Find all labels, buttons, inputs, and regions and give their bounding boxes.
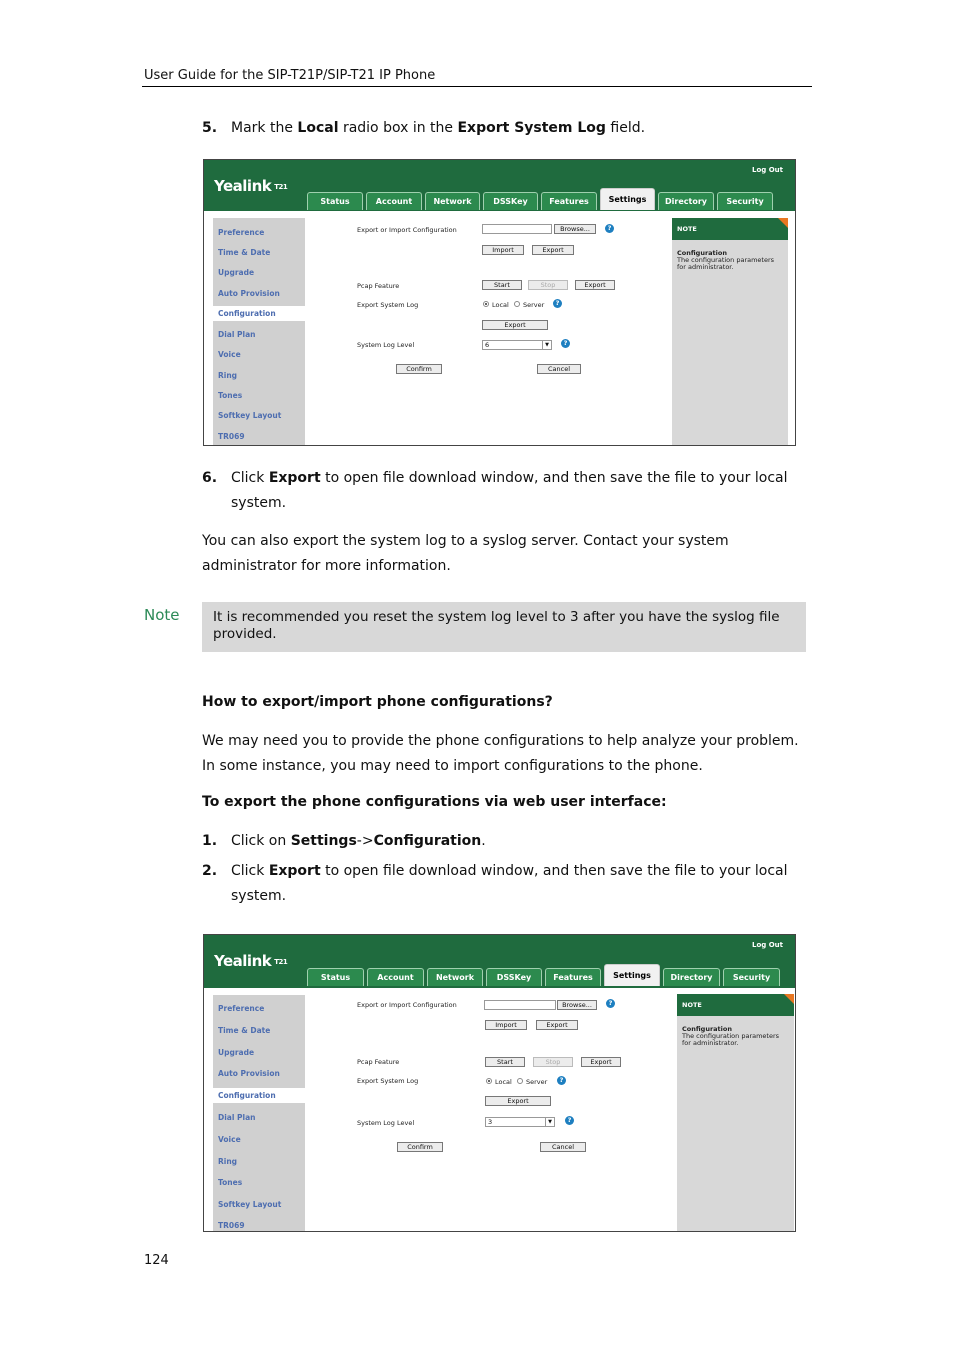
browse-button[interactable]: Browse... <box>557 1000 597 1010</box>
tab-security[interactable]: Security <box>717 192 773 210</box>
note-body <box>682 1026 790 1047</box>
syslog-paragraph: You can also export the system log to a syslog server. Contact your system administrator for more information. <box>202 533 729 574</box>
import-button[interactable]: Import <box>485 1020 527 1030</box>
pcap-stop-button[interactable]: Stop <box>528 280 568 290</box>
step-text: to open file download window, and then save the file to your local system. <box>231 470 788 511</box>
sidebar-item-ring[interactable]: Ring <box>218 1157 238 1166</box>
sidebar-item-auto-provision[interactable]: Auto Provision <box>218 289 280 298</box>
sidebar-item-preference[interactable]: Preference <box>218 228 265 237</box>
note-panel <box>677 994 794 1231</box>
local-radio[interactable] <box>483 301 489 307</box>
cancel-button[interactable]: Cancel <box>540 1142 586 1152</box>
server-radio[interactable] <box>517 1078 523 1084</box>
export-log-button[interactable]: Export <box>482 320 548 330</box>
step-5 <box>202 116 814 141</box>
confirm-button[interactable]: Confirm <box>396 364 442 374</box>
help-icon[interactable]: ? <box>606 999 615 1008</box>
note-box: It is recommended you reset the system log level to 3 after you have the syslog file provided. <box>202 602 806 652</box>
file-path-field[interactable] <box>484 1000 556 1010</box>
help-icon[interactable]: ? <box>565 1116 574 1125</box>
note-panel <box>672 218 788 445</box>
import-button[interactable]: Import <box>482 245 524 255</box>
page-number: 124 <box>144 1253 169 1268</box>
note-body <box>677 250 785 271</box>
step-bold-local: Local <box>297 120 339 136</box>
sidebar-item-preference[interactable]: Preference <box>218 1004 265 1013</box>
log-level-value: 3 <box>488 1118 493 1126</box>
logo-model: T21 <box>274 957 288 966</box>
pcap-export-button[interactable]: Export <box>581 1057 621 1067</box>
step-text: . <box>481 833 486 849</box>
help-icon[interactable]: ? <box>561 339 570 348</box>
step-number: 1. <box>202 833 218 849</box>
system-log-level-label: System Log Level <box>357 1119 415 1127</box>
note-label: Note <box>144 606 180 624</box>
sidebar-item-upgrade[interactable]: Upgrade <box>218 1048 255 1057</box>
sidebar-item-dial-plan[interactable]: Dial Plan <box>218 330 256 339</box>
tab-network[interactable]: Network <box>425 192 480 210</box>
sidebar-item-tones[interactable]: Tones <box>218 1178 243 1187</box>
sidebar-item-configuration[interactable]: Configuration <box>218 1091 276 1100</box>
step-6 <box>202 466 814 516</box>
browse-button[interactable]: Browse... <box>554 224 596 234</box>
export-system-log-label: Export System Log <box>357 301 419 309</box>
tab-settings[interactable]: Settings <box>600 188 655 210</box>
step-text: Mark the <box>231 120 298 136</box>
step-text: field. <box>605 120 646 136</box>
help-icon[interactable]: ? <box>605 224 614 233</box>
web-ui-screenshot-2 <box>203 934 796 1232</box>
step-text: Click on <box>231 833 291 849</box>
step-number: 6. <box>202 470 218 486</box>
confirm-button[interactable]: Confirm <box>397 1142 443 1152</box>
local-radio-label: Local <box>495 1078 512 1086</box>
sidebar-item-auto-provision[interactable]: Auto Provision <box>218 1069 280 1078</box>
sidebar-item-tr069[interactable]: TR069 <box>218 432 245 441</box>
tab-account[interactable]: Account <box>366 192 422 210</box>
file-path-field[interactable] <box>482 224 552 234</box>
sidebar-item-tr069[interactable]: TR069 <box>218 1221 245 1230</box>
logout-link[interactable]: Log Out <box>752 166 783 174</box>
section-heading: How to export/import phone configurations? <box>202 694 553 710</box>
sidebar-item-softkey-layout[interactable]: Softkey Layout <box>218 1200 282 1209</box>
tab-status[interactable]: Status <box>307 968 364 986</box>
yealink-logo <box>214 952 287 970</box>
web-ui-screenshot-1 <box>203 159 796 446</box>
tab-directory[interactable]: Directory <box>658 192 714 210</box>
sidebar-item-dial-plan[interactable]: Dial Plan <box>218 1113 256 1122</box>
chevron-down-icon[interactable]: ▼ <box>545 1118 554 1126</box>
pcap-start-button[interactable]: Start <box>482 280 522 290</box>
sidebar-item-tones[interactable]: Tones <box>218 391 243 400</box>
log-level-select[interactable] <box>485 1117 555 1127</box>
step-number: 2. <box>202 863 218 879</box>
logo-model: T21 <box>274 182 288 191</box>
logo-text: Yealink <box>214 952 272 970</box>
pcap-start-button[interactable]: Start <box>485 1057 525 1067</box>
note-corner <box>784 994 794 1004</box>
local-radio-label: Local <box>492 301 509 309</box>
sidebar-item-voice[interactable]: Voice <box>218 350 241 359</box>
tab-security[interactable]: Security <box>723 968 780 986</box>
tab-features[interactable]: Features <box>541 192 597 210</box>
note-text: The configuration parameters for administrator. <box>677 256 775 271</box>
tab-dsskey[interactable]: DSSKey <box>486 968 542 986</box>
local-radio[interactable] <box>486 1078 492 1084</box>
step-bold-export: Export <box>268 470 321 486</box>
log-level-value: 6 <box>485 341 490 349</box>
note-title: NOTE <box>677 994 794 1016</box>
nav-tabs <box>307 192 776 210</box>
config-paragraph: We may need you to provide the phone configurations to help analyze your problem. In some instance, you may need to import configurations to the phone. <box>202 733 799 774</box>
step-bold-configuration: Configuration <box>373 833 482 849</box>
step-text: -> <box>356 833 374 849</box>
server-radio[interactable] <box>514 301 520 307</box>
sidebar-item-time-date[interactable]: Time & Date <box>218 248 271 257</box>
log-level-select[interactable] <box>482 340 552 350</box>
running-header: User Guide for the SIP-T21P/SIP-T21 IP Phone <box>144 68 436 83</box>
step-bold-export-system-log: Export System Log <box>457 120 606 136</box>
note-heading: Configuration <box>682 1025 732 1033</box>
step-number: 5. <box>202 120 218 136</box>
pcap-export-button[interactable]: Export <box>575 280 615 290</box>
step-text: radio box in the <box>338 120 458 136</box>
note-text: The configuration parameters for administrator. <box>682 1032 780 1047</box>
sidebar-item-upgrade[interactable]: Upgrade <box>218 268 255 277</box>
note-title: NOTE <box>672 218 788 240</box>
export-config-button[interactable]: Export <box>532 245 574 255</box>
chevron-down-icon[interactable]: ▼ <box>542 341 551 349</box>
note-corner <box>778 218 788 228</box>
tab-dsskey[interactable]: DSSKey <box>483 192 538 210</box>
help-icon[interactable]: ? <box>557 1076 566 1085</box>
step-text: Click <box>231 863 269 879</box>
sidebar-item-ring[interactable]: Ring <box>218 371 238 380</box>
sidebar-item-softkey-layout[interactable]: Softkey Layout <box>218 411 282 420</box>
pcap-stop-button[interactable]: Stop <box>533 1057 573 1067</box>
export-import-label: Export or Import Configuration <box>357 226 457 234</box>
tab-network[interactable]: Network <box>427 968 483 986</box>
export-config-button[interactable]: Export <box>536 1020 578 1030</box>
tab-directory[interactable]: Directory <box>663 968 720 986</box>
step-bold-export: Export <box>268 863 321 879</box>
header-rule <box>142 86 812 87</box>
server-radio-label: Server <box>523 301 545 309</box>
tab-account[interactable]: Account <box>367 968 424 986</box>
export-system-log-label: Export System Log <box>357 1077 419 1085</box>
logo-text: Yealink <box>214 177 272 195</box>
note-heading: Configuration <box>677 249 727 257</box>
export-log-button[interactable]: Export <box>485 1096 551 1106</box>
step-bold-settings: Settings <box>290 833 357 849</box>
tab-features[interactable]: Features <box>545 968 601 986</box>
export-import-label: Export or Import Configuration <box>357 1001 457 1009</box>
server-radio-label: Server <box>526 1078 548 1086</box>
logout-link[interactable]: Log Out <box>752 941 783 949</box>
pcap-label: Pcap Feature <box>357 1058 400 1066</box>
step-1 <box>202 829 814 854</box>
pcap-label: Pcap Feature <box>357 282 400 290</box>
system-log-level-label: System Log Level <box>357 341 415 349</box>
tab-settings[interactable]: Settings <box>604 964 660 986</box>
step-text: to open file download window, and then save the file to your local system. <box>231 863 788 904</box>
tab-status[interactable]: Status <box>307 192 363 210</box>
help-icon[interactable]: ? <box>553 299 562 308</box>
yealink-logo <box>214 177 287 195</box>
step-2 <box>202 859 814 909</box>
nav-tabs <box>307 968 783 986</box>
sidebar-item-configuration[interactable]: Configuration <box>218 309 276 318</box>
step-text: Click <box>231 470 269 486</box>
cancel-button[interactable]: Cancel <box>537 364 581 374</box>
sidebar-item-voice[interactable]: Voice <box>218 1135 241 1144</box>
subsection-heading: To export the phone configurations via web user interface: <box>202 794 667 810</box>
sidebar-item-time-date[interactable]: Time & Date <box>218 1026 271 1035</box>
